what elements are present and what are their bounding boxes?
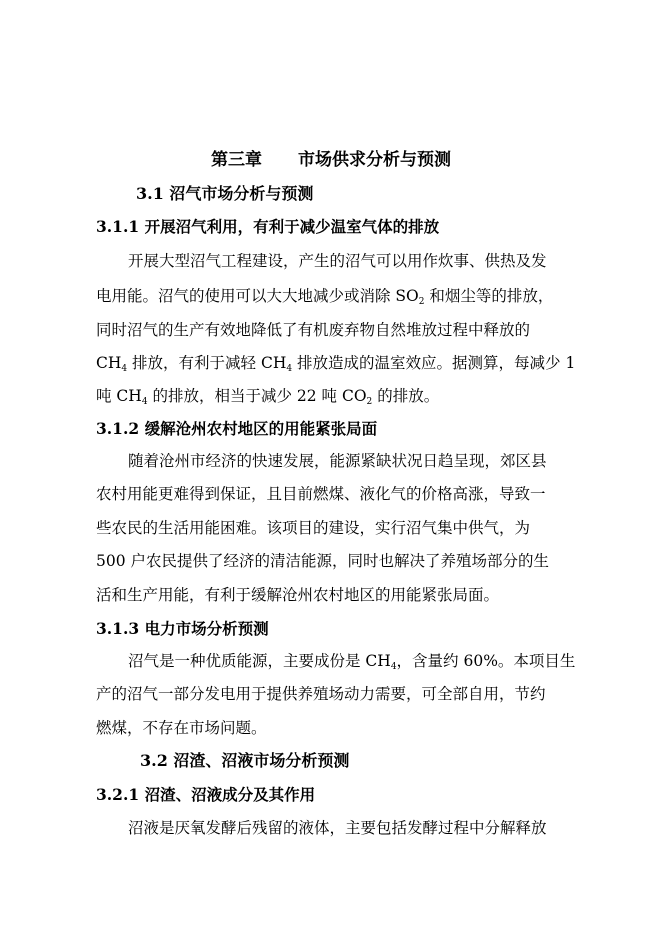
document-page: 第三章 市场供求分析与预测 3.1 沼气市场分析与预测 3.1.1 开展沼气利用，有利于减少温室气体的排放 开展大型沼气工程建设，产生的沼气可以用作炊事、供热及发 电用能。沼气的使用可以大大地减少或消除 $SO_2$ 和烟尘等的排放， 同时沼气的生产有效地降低了有机废弃物自然堆放过程中释放的 $CH_4$ 排放，有利于减轻 $CH_4$ 排放造成的温室效应。据测算，每减少 1 吨 $CH_4$ 的排放，相当于减少 22 吨 $CO_2$ 的排放。 3.1.2 缓解沧州农村地区的用能紧张局面 随着沧州市经济的快速发展，能源紧缺状况日趋呈现，郊区县 农村用能更难得到保证，且目前燃煤、液化气的价格高涨，导致一 些农民的生活用能困难。该项目的建设，实行沼气集中供气，为 500 户农民提供了经济的清洁能源，同时也解决了养殖场部分的生 活和生产用能，有利于缓解沧州农村地区的用能紧张局面。 3.1.3 电力市场分析预测 沼气是一种优质能源，主要成份是 $CH_4$，含量约 60%。本项目生 产的沼气一部分发电用于提供养殖场动力需要，可全部自用，节约 燃煤，不存在市场问题。 3.2 沼渣、沼液市场分析预测 3.2.1 沼渣、沼液成分及其作用 沼液是厌氧发酵后残留的液体，主要包括发酵过程中分解释放 (0, 0, 662, 936)
subsection-heading-3-1-3: 3.1.3 电力市场分析预测 (96, 619, 269, 638)
chapter-title: 市场供求分析与预测 (298, 150, 451, 170)
section-heading-3-2: 3.2 沼渣、沼液市场分析预测 (140, 751, 350, 770)
subsection-heading-3-2-1: 3.2.1 沼渣、沼液成分及其作用 (96, 785, 316, 804)
chapter-number: 第三章 (211, 150, 262, 170)
chapter-heading (0, 148, 662, 172)
section-heading-3-1: 3.1 沼气市场分析与预测 (136, 184, 314, 203)
subsection-heading-3-1-1: 3.1.1 开展沼气利用，有利于减少温室气体的排放 (96, 217, 440, 236)
subsection-heading-3-1-2: 3.1.2 缓解沧州农村地区的用能紧张局面 (96, 419, 378, 438)
